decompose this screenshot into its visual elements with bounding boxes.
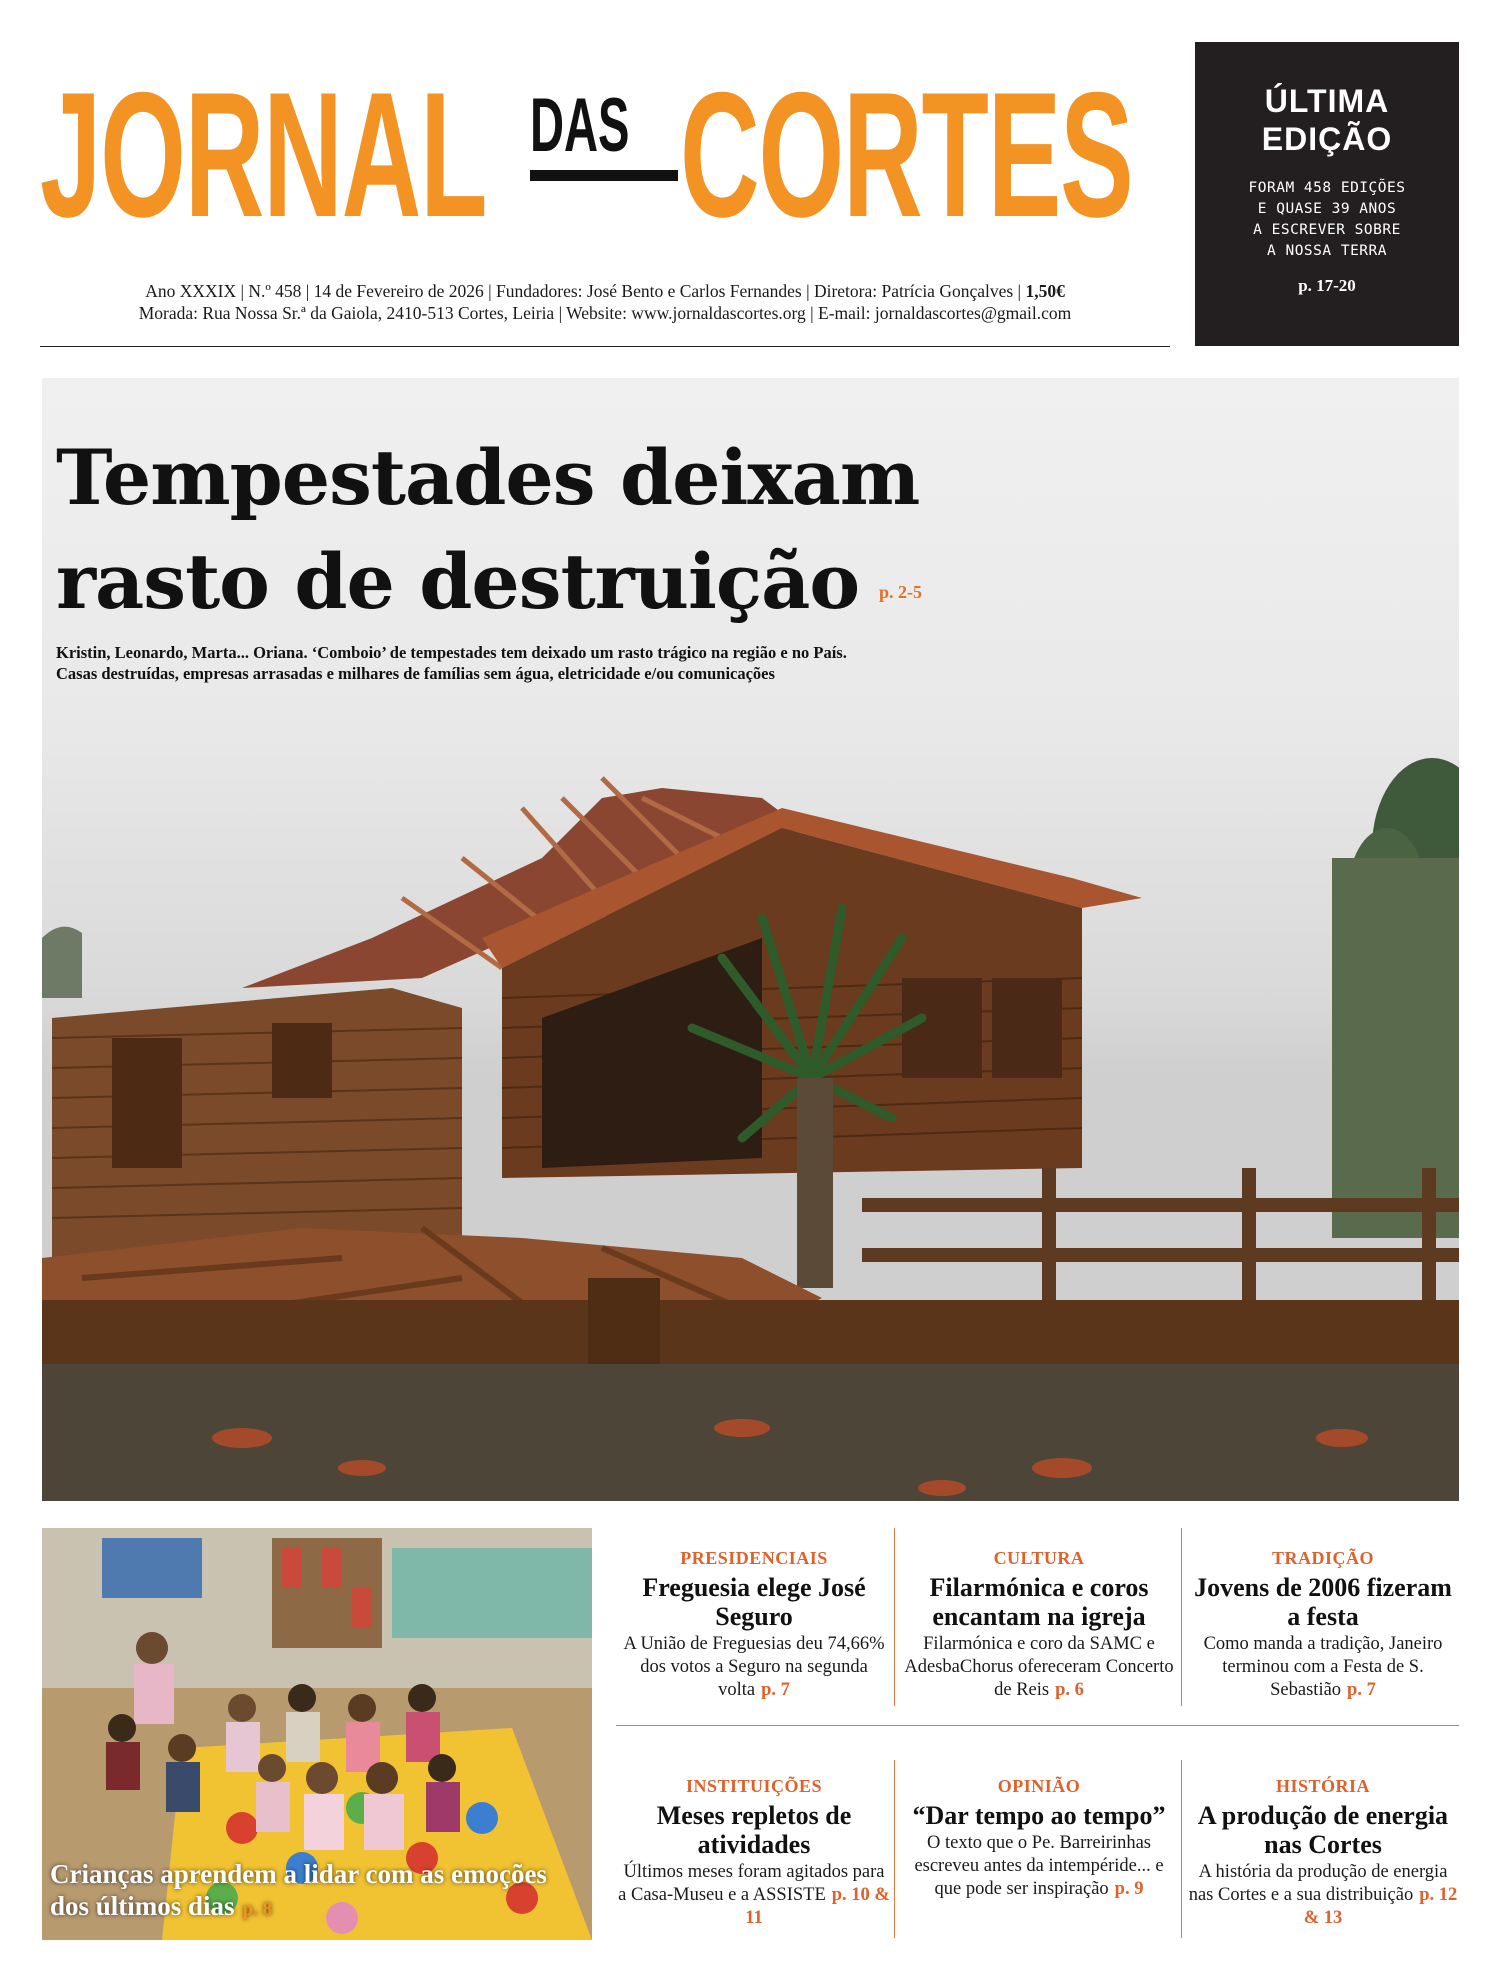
story-opiniao[interactable]: [903, 1775, 1175, 1901]
masthead-title-left: JORNAL: [40, 55, 487, 254]
column-divider: [894, 1760, 895, 1938]
hero-page-ref: p. 2-5: [879, 582, 923, 602]
story-summary-text: A União de Freguesias deu 74,66% dos votos a Seguro na segunda volta: [623, 1634, 885, 1700]
issue-info-text: Ano XXXIX | N.º 458 | 14 de Fevereiro de 2026 | Fundadores: José Bento e Carlos Fernandes | Diretora: Patrícia Gonçalves |: [145, 281, 1026, 301]
story-page-ref: p. 7: [761, 1680, 790, 1700]
story-headline: Freguesia elege José Seguro: [642, 1573, 866, 1631]
story-summary: [618, 1633, 890, 1702]
issue-info-line: [40, 280, 1170, 302]
story-summary: [1187, 1633, 1459, 1702]
story-headline: A produção de energia nas Cortes: [1197, 1801, 1449, 1859]
kids-caption-text: Crianças aprendem a lidar com as emoções dos últimos dias: [50, 1859, 547, 1921]
story-page-ref: p. 6: [1055, 1680, 1084, 1700]
story-page-ref: p. 7: [1347, 1680, 1376, 1700]
column-divider: [894, 1528, 895, 1706]
story-summary: [903, 1832, 1175, 1901]
story-page-ref: p. 10 & 11: [745, 1885, 890, 1928]
story-headline: Jovens de 2006 fizeram a festa: [1194, 1573, 1452, 1631]
story-presidenciais[interactable]: [618, 1547, 890, 1702]
hero-headline[interactable]: [56, 426, 922, 644]
story-category: TRADIÇÃO: [1271, 1548, 1374, 1568]
column-divider: [1181, 1528, 1182, 1706]
kids-page-ref: p. 8: [242, 1899, 273, 1920]
last-edition-title: [1195, 82, 1459, 158]
masthead-title-middle: DAS: [530, 83, 630, 168]
story-page-ref: p. 12 & 13: [1303, 1885, 1458, 1928]
story-category: PRESIDENCIAIS: [680, 1548, 828, 1568]
hero-headline-line-2-text: rasto de destruição: [56, 537, 860, 626]
hero-subheadline: [56, 642, 1156, 684]
hero-subheadline-line-1: Kristin, Leonardo, Marta... Oriana. ‘Comboio’ de tempestades tem deixado um rasto trágico na região e no País.: [56, 643, 847, 662]
story-instituicoes[interactable]: [618, 1775, 890, 1930]
hero-headline-line-1: Tempestades deixam: [56, 433, 920, 522]
story-historia[interactable]: [1187, 1775, 1459, 1930]
last-edition-title-line-1: ÚLTIMA: [1264, 83, 1390, 119]
story-category: OPINIÃO: [997, 1776, 1081, 1796]
masthead: [40, 55, 1170, 254]
issue-price: 1,50€: [1025, 281, 1065, 301]
story-summary: [903, 1633, 1175, 1702]
story-headline: Filarmónica e coros encantam na igreja: [929, 1573, 1149, 1631]
story-summary-text: A história da produção de energia nas Cortes e a sua distribuição: [1188, 1862, 1448, 1905]
hero-story[interactable]: [42, 378, 1459, 1501]
story-headline: Meses repletos de atividades: [656, 1801, 852, 1859]
last-edition-box[interactable]: [1195, 42, 1459, 346]
last-edition-text: FORAM 458 EDIÇÕES E QUASE 39 ANOS A ESCREVER SOBRE A NOSSA TERRA: [1248, 180, 1406, 259]
story-summary-text: O texto que o Pe. Barreirinhas escreveu antes da intempéride... e que pode ser inspiração: [914, 1833, 1164, 1899]
hero-headline-line-2: [56, 530, 922, 644]
contact-info-line: Morada: Rua Nossa Sr.ª da Gaiola, 2410-513 Cortes, Leiria | Website: www.jornaldascortes.org | E-mail: jornaldascortes@gmail.com: [138, 303, 1072, 323]
story-tradicao[interactable]: [1187, 1547, 1459, 1702]
story-summary-text: Últimos meses foram agitados para a Casa-Museu e a ASSISTE: [618, 1862, 885, 1905]
column-divider: [1181, 1760, 1182, 1938]
story-headline: “Dar tempo ao tempo”: [912, 1801, 1166, 1830]
story-category: CULTURA: [993, 1548, 1085, 1568]
hero-subheadline-line-2: Casas destruídas, empresas arrasadas e milhares de famílias sem água, eletricidade e/ou comunicações: [56, 664, 775, 683]
story-summary-text: Como manda a tradição, Janeiro terminou com a Festa de S. Sebastião: [1203, 1634, 1443, 1700]
story-summary-text: Filarmónica e coro da SAMC e AdesbaChorus ofereceram Concerto de Reis: [904, 1634, 1174, 1700]
masthead-title-right: CORTES: [680, 55, 1133, 254]
story-summary: [618, 1861, 890, 1930]
masthead-underline: [530, 170, 678, 181]
story-grid-divider: [616, 1725, 1459, 1726]
last-edition-title-line-2: EDIÇÃO: [1261, 121, 1393, 157]
story-summary: [1187, 1861, 1459, 1930]
kids-story[interactable]: [42, 1528, 592, 1940]
story-category: HISTÓRIA: [1275, 1776, 1371, 1796]
story-page-ref: p. 9: [1114, 1879, 1144, 1899]
last-edition-page-ref: p. 17-20: [1298, 276, 1356, 295]
story-category: INSTITUIÇÕES: [685, 1776, 823, 1796]
story-cultura[interactable]: [903, 1547, 1175, 1702]
kids-caption: [50, 1858, 590, 1926]
masthead-divider: [40, 346, 1170, 347]
